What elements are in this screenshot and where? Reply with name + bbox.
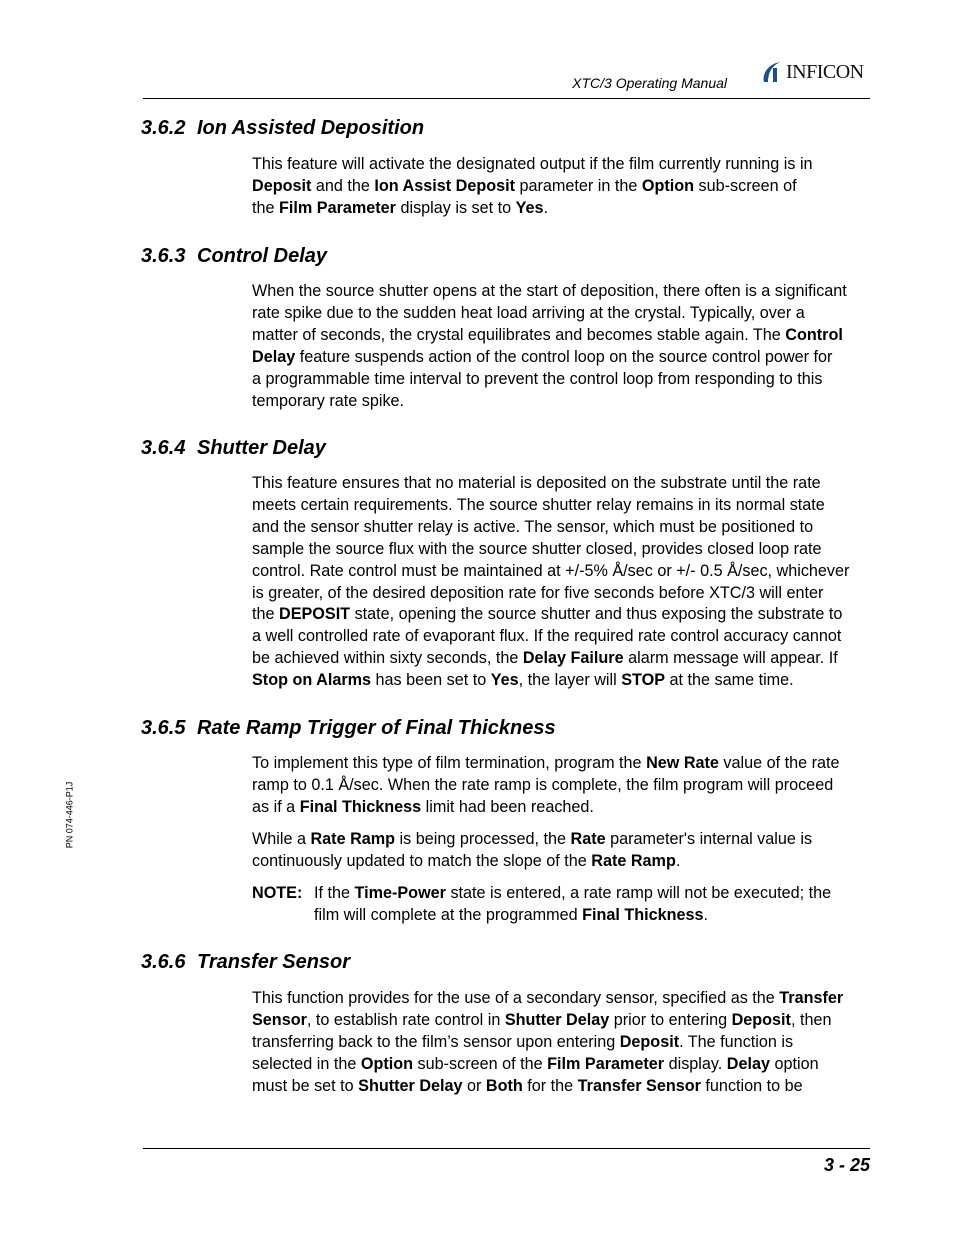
text-run: as if a bbox=[252, 797, 300, 816]
section-heading-3-6-5 bbox=[141, 717, 556, 740]
text-run: parameter in the bbox=[515, 176, 642, 195]
logo-text: INFICON bbox=[786, 60, 864, 83]
text-run: or bbox=[462, 1076, 486, 1095]
text-line bbox=[252, 303, 870, 325]
header-rule bbox=[143, 98, 870, 99]
bold-term: Transfer Sensor bbox=[577, 1076, 701, 1095]
text-line bbox=[314, 883, 870, 905]
text-run: value of the rate bbox=[718, 754, 840, 772]
text-run: option bbox=[769, 1054, 819, 1073]
inficon-swoosh-icon bbox=[760, 60, 784, 84]
text-run: has been set to bbox=[371, 671, 491, 690]
text-run: This feature ensures that no material is deposited on the substrate until the rate bbox=[252, 474, 821, 492]
bold-term: Deposit bbox=[731, 1010, 791, 1029]
bold-term: Yes bbox=[515, 198, 544, 217]
text-line bbox=[252, 988, 870, 1010]
text-run: , the layer will bbox=[518, 671, 622, 690]
text-line bbox=[252, 753, 870, 775]
text-line bbox=[252, 325, 870, 347]
text-line bbox=[252, 1032, 870, 1054]
text-run: continuously updated to match the slope of the bbox=[252, 851, 592, 870]
text-line bbox=[252, 347, 870, 369]
bold-term: Rate Ramp bbox=[591, 851, 676, 870]
bold-term: Shutter Delay bbox=[358, 1076, 463, 1095]
section-heading-3-6-4 bbox=[141, 437, 326, 460]
bold-term: Sensor bbox=[252, 1010, 307, 1029]
section-title: Shutter Delay bbox=[197, 437, 326, 459]
page-number: 3 - 25 bbox=[823, 1155, 870, 1175]
text-line bbox=[252, 775, 870, 797]
bold-term: Ion Assist Deposit bbox=[374, 176, 516, 195]
text-line bbox=[252, 369, 870, 391]
text-line bbox=[252, 626, 870, 648]
bold-term: STOP bbox=[621, 671, 665, 690]
text-line bbox=[252, 1054, 870, 1076]
bold-term: Time-Power bbox=[354, 884, 446, 902]
bold-term: Shutter Delay bbox=[504, 1010, 610, 1029]
text-run: , to establish rate control in bbox=[306, 1010, 505, 1029]
text-run: If the bbox=[314, 884, 355, 902]
paragraph bbox=[252, 988, 870, 1098]
text-run: is being processed, the bbox=[395, 830, 571, 848]
text-run: display is set to bbox=[395, 198, 516, 217]
section-number: 3.6.4 bbox=[141, 437, 186, 459]
section-title: Control Delay bbox=[197, 245, 328, 267]
text-run: . bbox=[675, 851, 681, 870]
section-heading-3-6-3 bbox=[141, 245, 327, 268]
bold-term: Final Thickness bbox=[582, 905, 704, 924]
section-number: 3.6.2 bbox=[141, 117, 186, 139]
text-run: ramp to 0.1 Å/sec. When the rate ramp is complete, the film program will proceed bbox=[252, 775, 834, 794]
text-line bbox=[252, 583, 870, 605]
text-line bbox=[252, 851, 870, 873]
text-run: and the sensor shutter relay is active. The sensor, which must be positioned to bbox=[252, 517, 814, 536]
bold-term: New Rate bbox=[646, 754, 719, 772]
manual-title: XTC/3 Operating Manual bbox=[572, 75, 727, 91]
text-line bbox=[252, 648, 870, 670]
text-run: To implement this type of film termination, program the bbox=[252, 754, 647, 772]
paragraph bbox=[252, 829, 870, 873]
bold-term: Control bbox=[785, 325, 843, 344]
bold-term: Delay bbox=[726, 1054, 770, 1073]
section-heading-3-6-2 bbox=[141, 117, 424, 140]
text-run: film will complete at the programmed bbox=[314, 905, 583, 924]
section-number: 3.6.6 bbox=[141, 951, 186, 973]
text-run: . bbox=[543, 198, 549, 217]
text-line bbox=[252, 473, 870, 495]
bold-term: DEPOSIT bbox=[279, 605, 351, 624]
inficon-logo bbox=[760, 60, 872, 84]
text-line bbox=[252, 154, 870, 176]
text-run: is greater, of the desired deposition rate for five seconds before XTC/3 will enter bbox=[252, 583, 824, 602]
paragraph bbox=[252, 281, 870, 412]
text-run: a well controlled rate of evaporant flux. If the required rate control accuracy cannot bbox=[252, 627, 842, 646]
text-run: sample the source flux with the source shutter closed, provides closed loop rate bbox=[252, 539, 822, 558]
section-number: 3.6.3 bbox=[141, 245, 186, 267]
text-line bbox=[252, 198, 870, 220]
part-number-label: PN 074-446-P1J bbox=[64, 781, 75, 849]
bold-term: Deposit bbox=[252, 176, 312, 195]
text-run: must be set to bbox=[252, 1076, 359, 1095]
text-line bbox=[252, 517, 870, 539]
note-body bbox=[314, 883, 870, 927]
text-run: alarm message will appear. If bbox=[623, 649, 838, 668]
paragraph bbox=[252, 154, 870, 220]
section-title: Ion Assisted Deposition bbox=[197, 117, 425, 139]
paragraph bbox=[252, 753, 870, 819]
section-title: Transfer Sensor bbox=[197, 951, 351, 973]
bold-term: Delay Failure bbox=[522, 649, 624, 668]
text-run: . bbox=[703, 905, 709, 924]
text-run: transferring back to the film’s sensor upon entering bbox=[252, 1032, 620, 1051]
bold-term: Yes bbox=[490, 671, 519, 690]
text-run: sub-screen of the bbox=[413, 1054, 548, 1073]
bold-term: Both bbox=[485, 1076, 523, 1095]
text-run: function to be bbox=[700, 1076, 803, 1095]
text-line bbox=[252, 1010, 870, 1032]
text-run: When the source shutter opens at the start of deposition, there often is a significant bbox=[252, 282, 847, 300]
text-run: rate spike due to the sudden heat load arriving at the crystal. Typically, over a bbox=[252, 303, 805, 322]
bold-term: Stop on Alarms bbox=[252, 671, 372, 690]
bold-term: Film Parameter bbox=[279, 198, 396, 217]
text-line bbox=[252, 176, 870, 198]
bold-term: Rate bbox=[570, 830, 606, 848]
text-line bbox=[252, 670, 870, 692]
text-line bbox=[252, 281, 870, 303]
text-line bbox=[252, 561, 870, 583]
text-line bbox=[252, 1076, 870, 1098]
text-run: temporary rate spike. bbox=[252, 391, 405, 410]
bold-term: Delay bbox=[252, 347, 296, 366]
text-run: be achieved within sixty seconds, the bbox=[252, 649, 523, 668]
text-line bbox=[314, 905, 870, 927]
bold-term: Rate Ramp bbox=[310, 830, 396, 848]
text-run: This function provides for the use of a secondary sensor, specified as the bbox=[252, 989, 780, 1007]
bold-term: Final Thickness bbox=[299, 797, 422, 816]
text-run: control. Rate control must be maintained at +/-5% Å/sec or +/- 0.5 Å/sec, whichever bbox=[252, 561, 850, 580]
text-line bbox=[252, 797, 870, 819]
text-run: display. bbox=[664, 1054, 727, 1073]
text-run: This feature will activate the designated output if the film currently running is in bbox=[252, 155, 813, 173]
paragraph bbox=[252, 473, 870, 692]
text-run: at the same time. bbox=[665, 671, 794, 690]
section-title: Rate Ramp Trigger of Final Thickness bbox=[197, 717, 556, 739]
section-heading-3-6-6 bbox=[141, 951, 350, 974]
text-line bbox=[252, 391, 870, 413]
text-run: matter of seconds, the crystal equilibrates and becomes stable again. The bbox=[252, 325, 786, 344]
text-line bbox=[252, 604, 870, 626]
note-label: NOTE: bbox=[252, 884, 303, 902]
bold-term: Option bbox=[641, 176, 695, 195]
text-run: the bbox=[252, 605, 280, 624]
bold-term: Transfer bbox=[779, 989, 844, 1007]
text-line bbox=[252, 495, 870, 517]
text-run: the bbox=[252, 198, 280, 217]
text-run: feature suspends action of the control loop on the source control power for bbox=[295, 347, 833, 366]
text-run: a programmable time interval to prevent the control loop from responding to this bbox=[252, 369, 823, 388]
footer-rule bbox=[143, 1148, 870, 1149]
bold-term: Film Parameter bbox=[547, 1054, 665, 1073]
text-run: limit had been reached. bbox=[421, 797, 594, 816]
text-run: While a bbox=[252, 830, 311, 848]
text-run: state is entered, a rate ramp will not be executed; the bbox=[445, 884, 832, 902]
text-run: meets certain requirements. The source shutter relay remains in its normal state bbox=[252, 495, 825, 514]
text-run: and the bbox=[311, 176, 375, 195]
text-run: for the bbox=[522, 1076, 578, 1095]
text-run: . The function is bbox=[679, 1032, 794, 1051]
text-run: selected in the bbox=[252, 1054, 361, 1073]
bold-term: Deposit bbox=[619, 1032, 680, 1051]
text-run: prior to entering bbox=[609, 1010, 732, 1029]
text-run: state, opening the source shutter and thus exposing the substrate to bbox=[350, 605, 843, 624]
text-run: sub-screen of bbox=[694, 176, 797, 195]
text-run: , then bbox=[790, 1010, 832, 1029]
bold-term: Option bbox=[360, 1054, 414, 1073]
text-line bbox=[252, 539, 870, 561]
text-line bbox=[252, 829, 870, 851]
text-run: parameter's internal value is bbox=[605, 830, 813, 848]
section-number: 3.6.5 bbox=[141, 717, 186, 739]
